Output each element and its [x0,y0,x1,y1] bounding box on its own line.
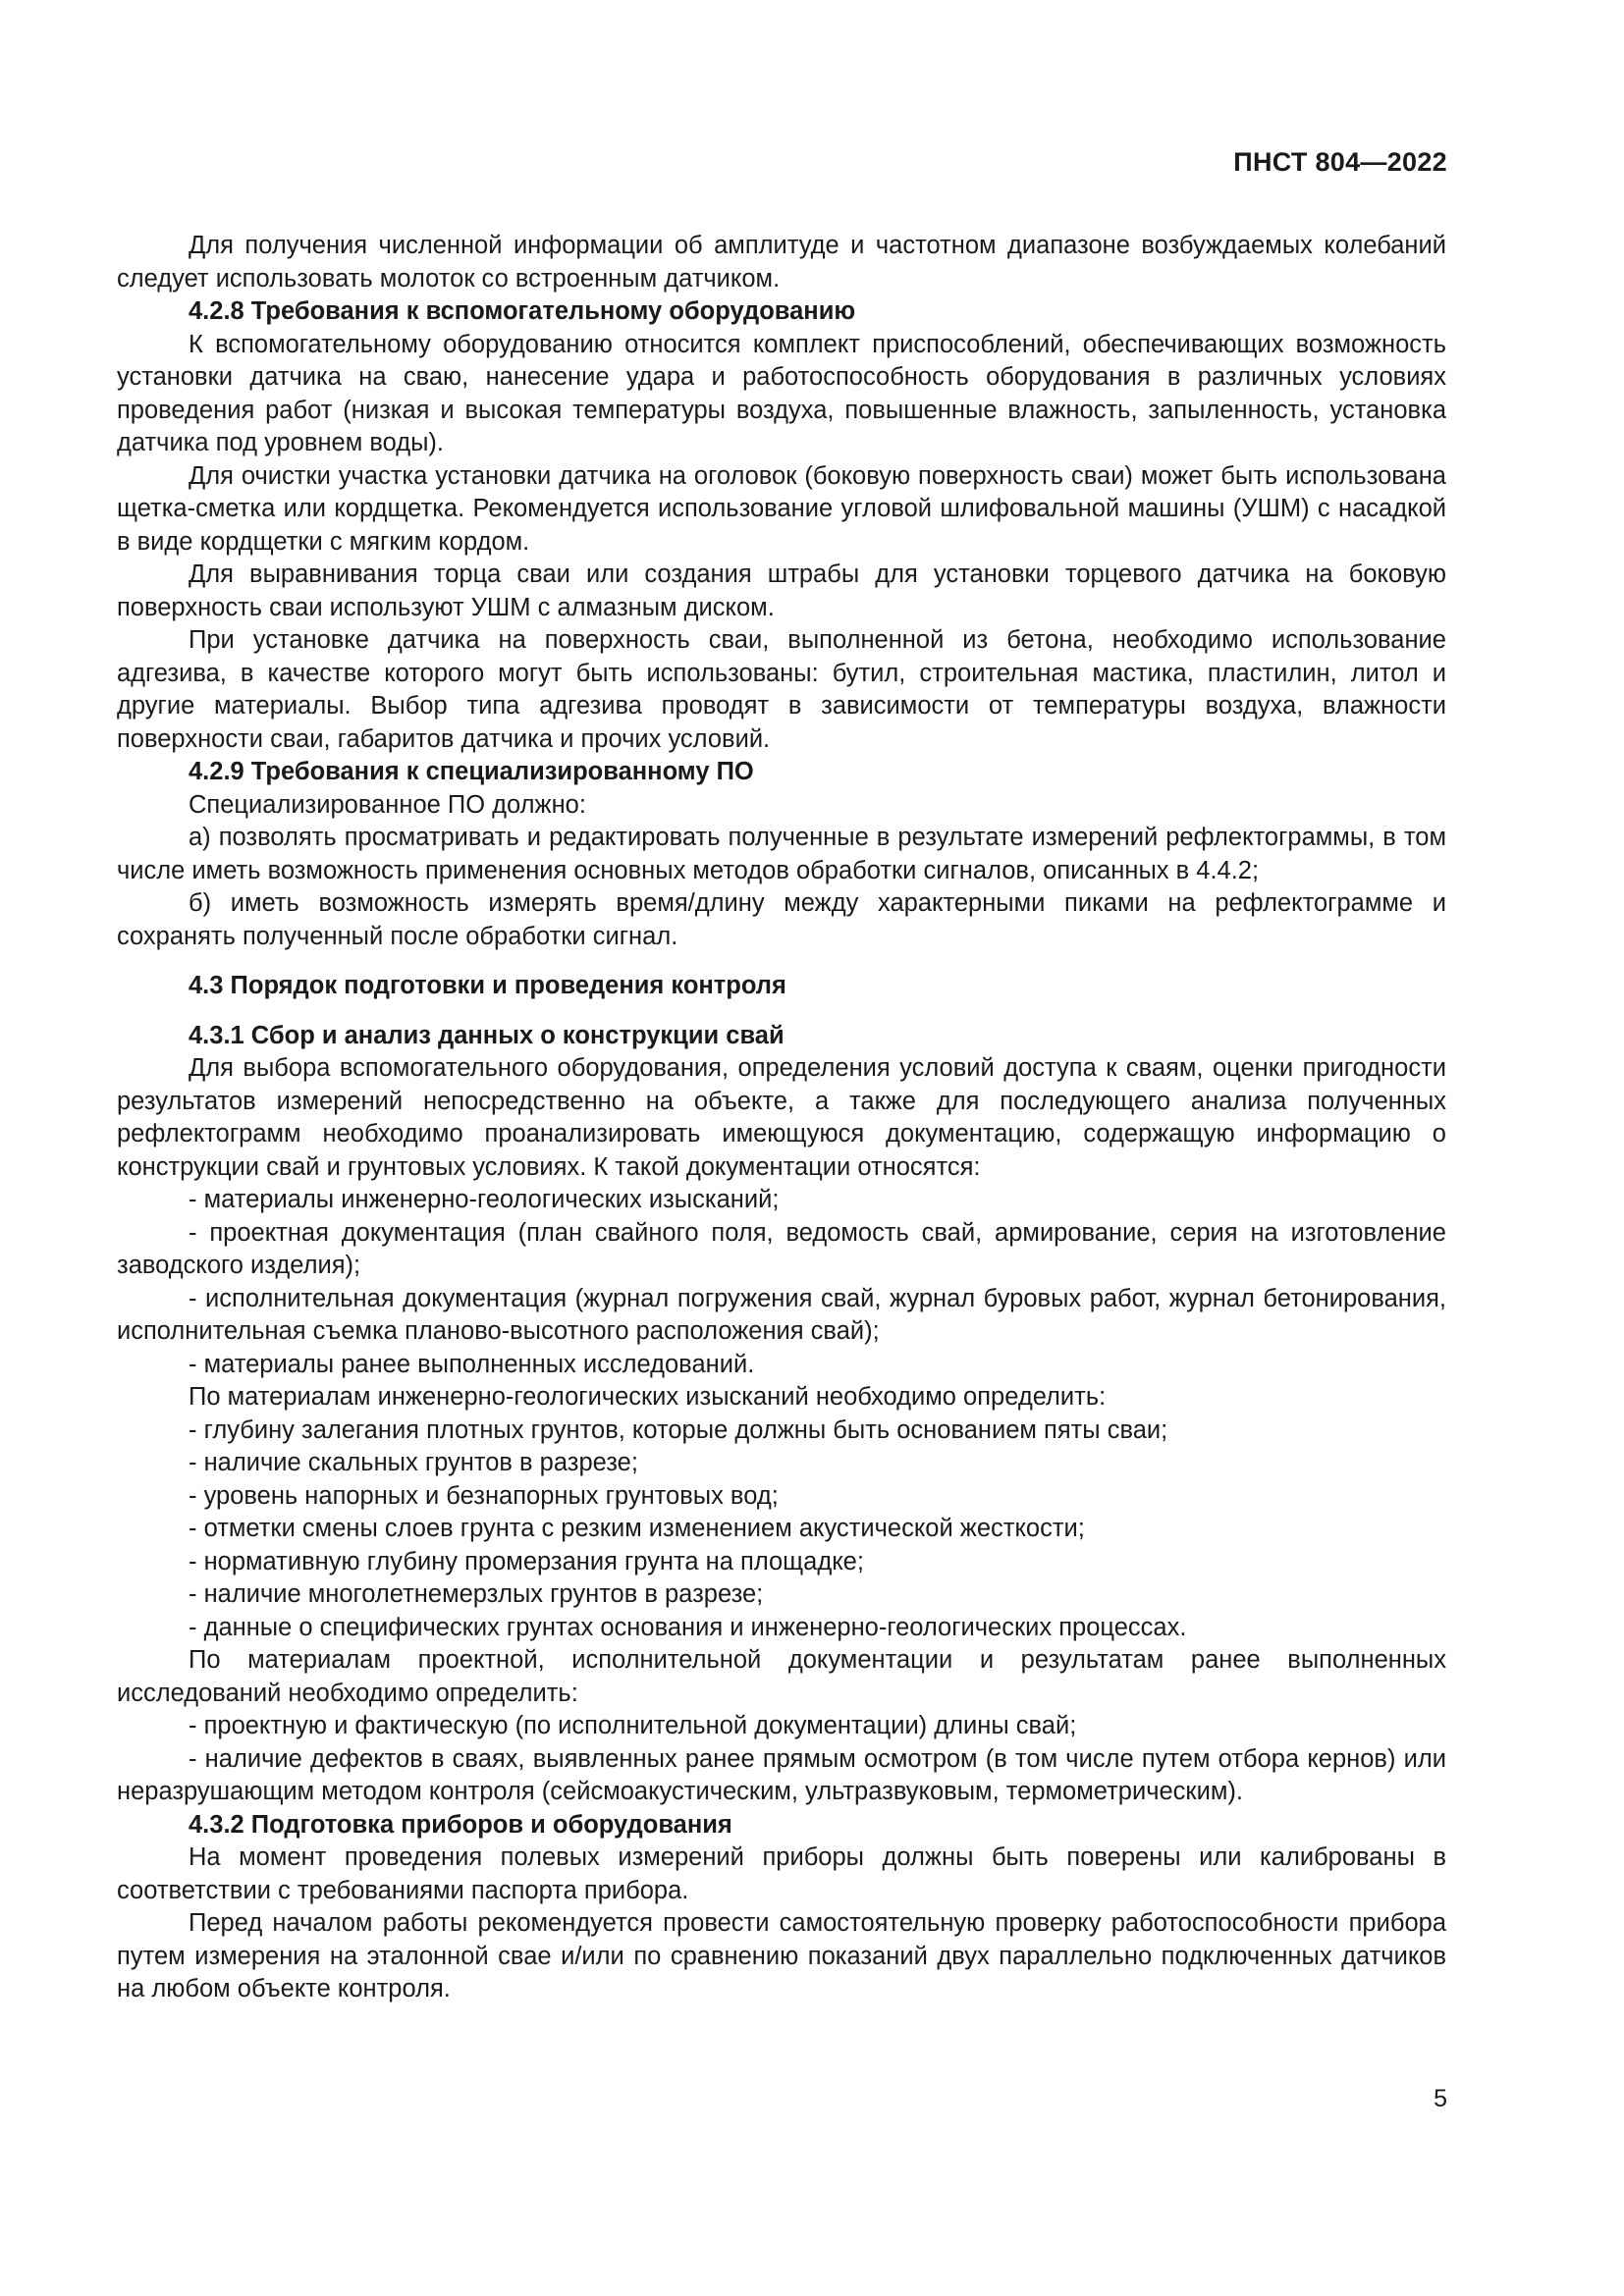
list-item: б) иметь возможность измерять время/длину между характерными пиками на рефлектограмме и сохранять полученный после обработки сигнал. [117,889,1446,950]
paragraph: Перед началом работы рекомендуется провести самостоятельную проверку работоспособности прибора путем измерения на эталонной свае и/или по сравнению показаний двух параллельно подключенных датчиков на любом объекте контроля. [117,1909,1446,2002]
list-item: - наличие дефектов в сваях, выявленных ранее прямым осмотром (в том числе путем отбора кернов) или неразрушающим методом контроля (сейсмоакустическим, ультразвуковым, термометрическим). [117,1744,1446,1805]
paragraph: При установке датчика на поверхность сваи, выполненной из бетона, необходимо использование адгезива, в качестве которого могут быть использованы: бутил, строительная мастика, пластилин, литол и другие материалы. Выбор типа адгезива проводят в зависимости от температуры воздуха, влажности поверхности сваи, габаритов датчика и прочих условий. [117,626,1446,753]
section-heading: 4.3 Порядок подготовки и проведения контроля [189,972,786,999]
section-heading: 4.3.2 Подготовка приборов и оборудования [189,1810,732,1839]
list-item: - наличие многолетнемерзлых грунтов в разрезе; [189,1580,764,1608]
paragraph: По материалам инженерно-геологических изысканий необходимо определить: [189,1383,1107,1411]
paragraph: Для выбора вспомогательного оборудования, определения условий доступа к сваям, оценки пригодности результатов измерений непосредственно на объекте, а также для последующего анализа полученных рефлектограмм необходимо проанализировать имеющуюся документацию, содержащую информацию о конструкции свай и грунтовых условиях. К такой документации относятся: [117,1054,1446,1181]
paragraph: Для выравнивания торца сваи или создания штрабы для установки торцевого датчика на боковую поверхность сваи используют УШМ с алмазным диском. [117,561,1446,621]
list-item: - глубину залегания плотных грунтов, которые должны быть основанием пяты сваи; [189,1415,1168,1444]
page-number: 5 [1434,2085,1447,2112]
list-item: - нормативную глубину промерзания грунта на площадке; [189,1547,864,1575]
list-item: - отметки смены слоев грунта с резким изменением акустической жесткости; [189,1515,1085,1542]
paragraph: По материалам проектной, исполнительной документации и результатам ранее выполненных исследований необходимо определить: [117,1646,1446,1707]
document-code: ПНСТ 804—2022 [1233,147,1447,177]
paragraph: Специализированное ПО должно: [189,790,586,819]
paragraph: Для получения численной информации об амплитуде и частотном диапазоне возбуждаемых колебаний следует использовать молоток со встроенным датчиком. [117,232,1446,293]
section-heading: 4.2.8 Требования к вспомогательному оборудованию [189,297,856,325]
list-item: - проектная документация (план свайного поля, ведомость свай, армирование, серия на изготовление заводского изделия); [117,1218,1446,1279]
paragraph: На момент проведения полевых измерений приборы должны быть поверены или калиброваны в соответствии с требованиями паспорта прибора. [117,1843,1446,1904]
list-item: - проектную и фактическую (по исполнительной документации) длины свай; [189,1712,1077,1739]
list-item: а) позволять просматривать и редактировать полученные в результате измерений рефлектограммы, в том числе иметь возможность применения основных методов обработки сигналов, описанных в 4.4.2; [117,824,1446,884]
list-item: - уровень напорных и безнапорных грунтовых вод; [189,1481,779,1510]
list-item: - материалы ранее выполненных исследований. [189,1350,755,1378]
page-body [117,230,1446,2006]
paragraph: К вспомогательному оборудованию относится комплект приспособлений, обеспечивающих возможность установки датчика на сваю, нанесение удара и работоспособность оборудования в различных условиях проведения работ (низкая и высокая температуры воздуха, повышенные влажность, запыленность, установка датчика под уровнем воды). [117,330,1446,456]
section-heading: 4.3.1 Сбор и анализ данных о конструкции свай [189,1021,785,1049]
list-item: - материалы инженерно-геологических изысканий; [189,1186,780,1213]
list-item: - данные о специфических грунтах основания и инженерно-геологических процессах. [189,1613,1187,1641]
paragraph: Для очистки участка установки датчика на оголовок (боковую поверхность сваи) может быть использована щетка-сметка или кордщетка. Рекомендуется использование угловой шлифовальной машины (УШМ) с насадкой в виде кордщетки с мягким кордом. [117,461,1446,556]
list-item: - наличие скальных грунтов в разрезе; [189,1449,638,1476]
list-item: - исполнительная документация (журнал погружения свай, журнал буровых работ, журнал бетонирования, исполнительная съемка планово-высотного расположения свай); [117,1284,1446,1345]
section-heading: 4.2.9 Требования к специализированному ПО [189,758,754,785]
